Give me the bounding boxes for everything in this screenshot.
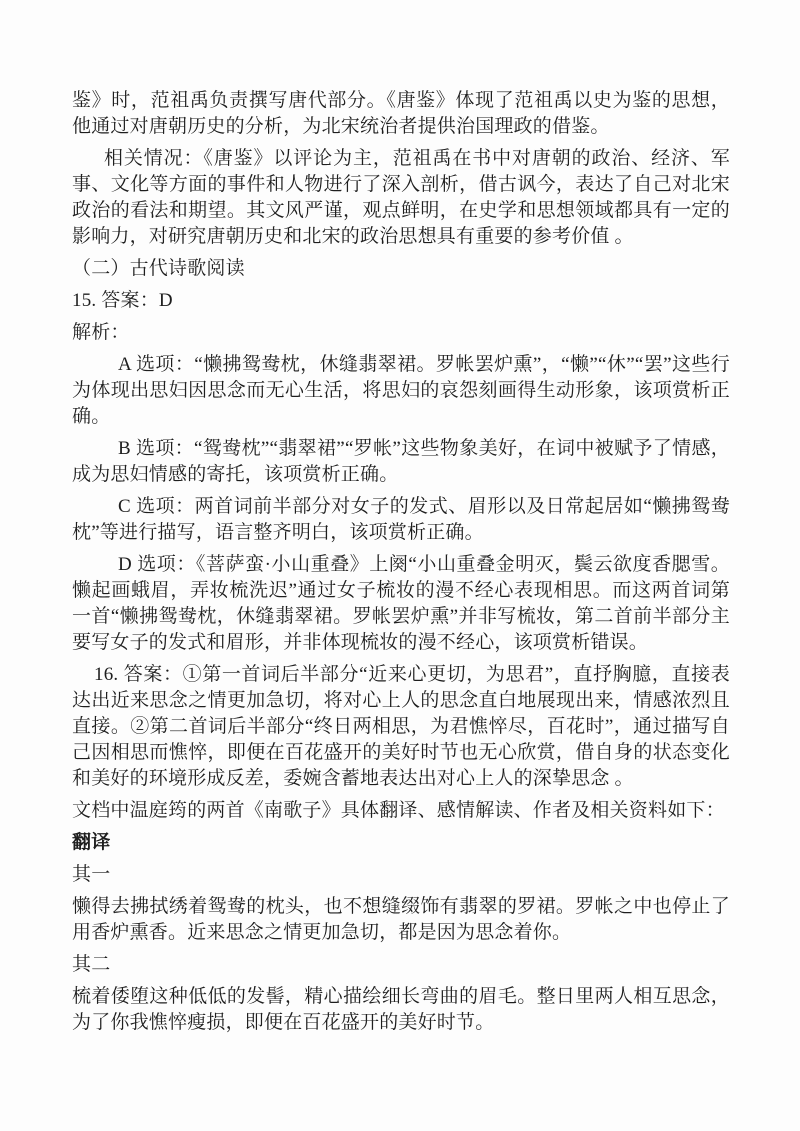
answer-15: 15. 答案：D bbox=[72, 290, 173, 311]
document-content bbox=[72, 88, 730, 1042]
para-tangjian-related: 相关情况：《唐鉴》以评论为主，范祖禹在书中对唐朝的政治、经济、军事、文化等方面的事件和人物进行了深入剖析，借古讽今，表达了自己对北宋政治的看法和期望。其文风严谨，观点鲜明，在史学和思想领域都具有一定的影响力，对研究唐朝历史和北宋的政治思想具有重要的参考价值 。 bbox=[72, 148, 730, 247]
poem-1-translation: 懒得去拂拭绣着鸳鸯的枕头，也不想缝缀饰有翡翠的罗裙。罗帐之中也停止了用香炉熏香。近来思念之情更加急切，都是因为思念着你。 bbox=[72, 896, 730, 943]
resources-intro: 文档中温庭筠的两首《南歌子》具体翻译、感情解读、作者及相关资料如下： bbox=[72, 800, 725, 821]
option-b-analysis: B 选项：“鸳鸯枕”“翡翠裙”“罗帐”这些物象美好，在词中被赋予了情感，成为思妇情感的寄托，该项赏析正确。 bbox=[72, 438, 730, 485]
option-c-analysis: C 选项：两首词前半部分对女子的发式、眉形以及日常起居如“懒拂鸳鸯枕”等进行描写，语言整齐明白，该项赏析正确。 bbox=[72, 496, 730, 543]
para-tangjian-continuation: 鉴》时，范祖禹负责撰写唐代部分。《唐鉴》体现了范祖禹以史为鉴的思想，他通过对唐朝历史的分析，为北宋统治者提供治国理政的借鉴。 bbox=[72, 90, 730, 137]
option-a-analysis: A 选项：“懒拂鸳鸯枕，休缝翡翠裙。罗帐罢炉熏”，“懒”“休”“罢”这些行为体现出思妇因思念而无心生活，将思妇的哀怨刻画得生动形象，该项赏析正确。 bbox=[72, 354, 730, 427]
option-d-analysis: D 选项：《菩萨蛮·小山重叠》上阕“小山重叠金明灭，鬓云欲度香腮雪。懒起画蛾眉，弄妆梳洗迟”通过女子梳妆的漫不经心表现相思。而这两首词第一首“懒拂鸳鸯枕，休缝翡翠裙。罗帐罢炉熏”并非写梳妆，第二首前半部分主要写女子的发式和眉形，并非体现梳妆的漫不经心，该项赏析错误。 bbox=[72, 554, 730, 653]
analysis-label: 解析： bbox=[72, 322, 130, 343]
answer-16: 16. 答案：①第一首词后半部分“近来心更切，为思君”，直抒胸臆，直接表达出近来思念之情更加急切，将对心上人的思念直白地展现出来，情感浓烈且直接。②第二首词后半部分“终日两相思，为君憔悴尽，百花时”，通过描写自己因相思而憔悴，即便在百花盛开的美好时节也无心欣赏，借自身的状态变化和美好的环境形成反差，委婉含蓄地表达出对心上人的深挚思念 。 bbox=[72, 664, 730, 789]
translation-heading: 翻译 bbox=[72, 832, 111, 853]
heading-section-2-poetry-reading: （二）古代诗歌阅读 bbox=[72, 258, 245, 279]
poem-2-label: 其二 bbox=[72, 954, 111, 975]
poem-1-label: 其一 bbox=[72, 864, 111, 885]
poem-2-translation: 梳着倭堕这种低低的发髻，精心描绘细长弯曲的眉毛。整日里两人相互思念，为了你我憔悴瘦损，即便在百花盛开的美好时节。 bbox=[72, 986, 730, 1033]
